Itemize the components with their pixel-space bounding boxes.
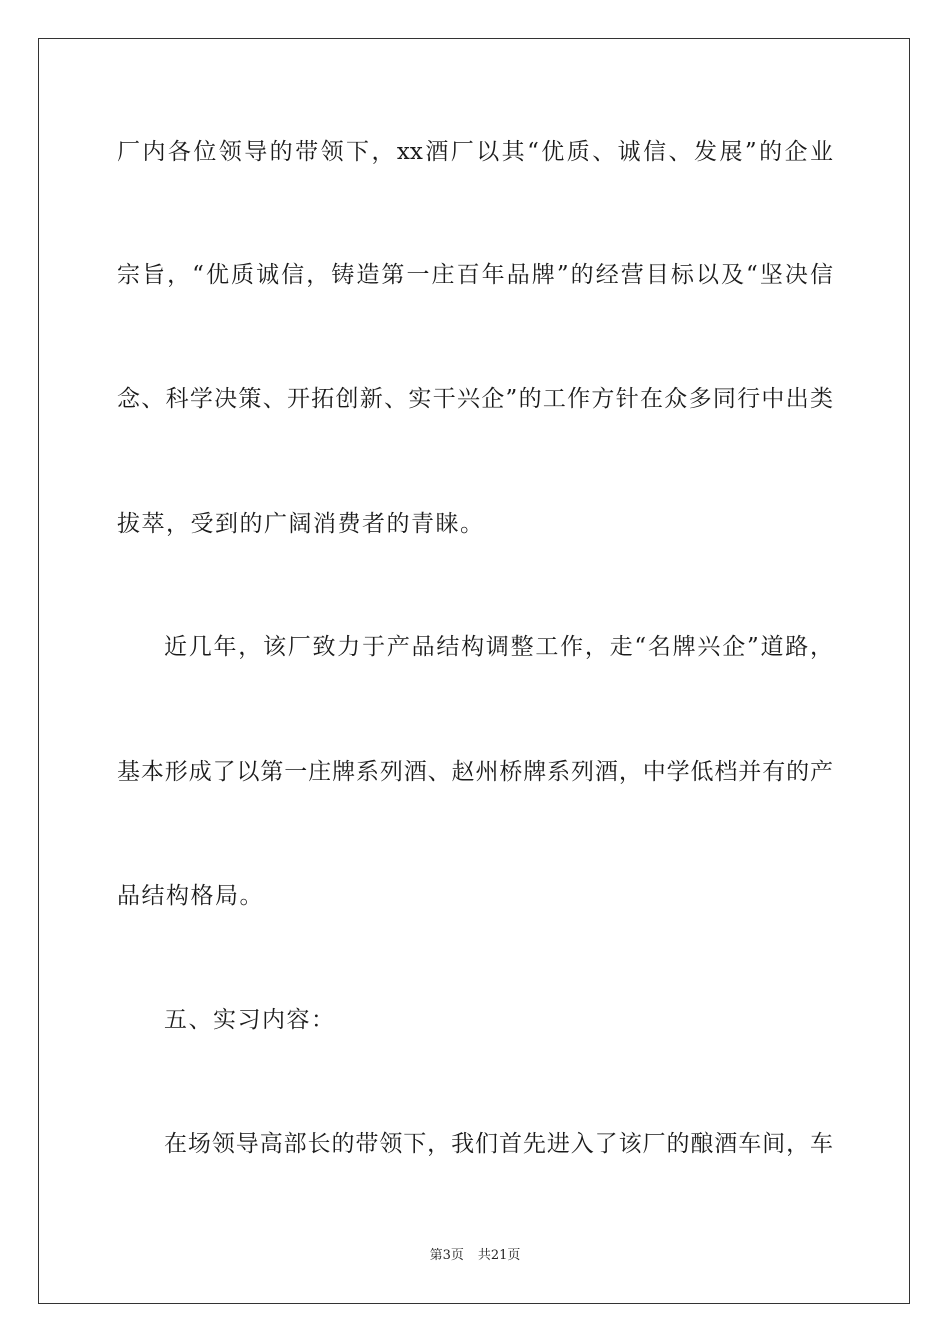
text-line-3: 念、科学决策、开拓创新、实干兴企”的工作方针在众多同行中出类 <box>117 386 833 412</box>
page-number: 第3页 <box>429 1248 464 1263</box>
page-border <box>38 38 910 1304</box>
text-line-2: 宗旨，“优质诚信，铸造第一庄百年品牌”的经营目标以及“坚决信 <box>117 262 833 288</box>
text-line-5: 近几年，该厂致力于产品结构调整工作，走“名牌兴企”道路， <box>164 634 833 660</box>
section-heading: 五、实习内容： <box>164 1007 336 1033</box>
page-total: 共21页 <box>477 1248 521 1263</box>
text-line-1: 厂内各位领导的带领下，xx酒厂以其“优质、诚信、发展”的企业 <box>117 139 833 165</box>
text-line-9: 在场领导高部长的带领下，我们首先进入了该厂的酿酒车间，车 <box>164 1131 833 1157</box>
text-line-4: 拔萃，受到的广阔消费者的青睐。 <box>117 511 485 537</box>
page-footer <box>0 1247 950 1265</box>
text-line-6: 基本形成了以第一庄牌系列酒、赵州桥牌系列酒，中学低档并有的产 <box>117 759 833 785</box>
text-line-7: 品结构格局。 <box>117 883 264 909</box>
